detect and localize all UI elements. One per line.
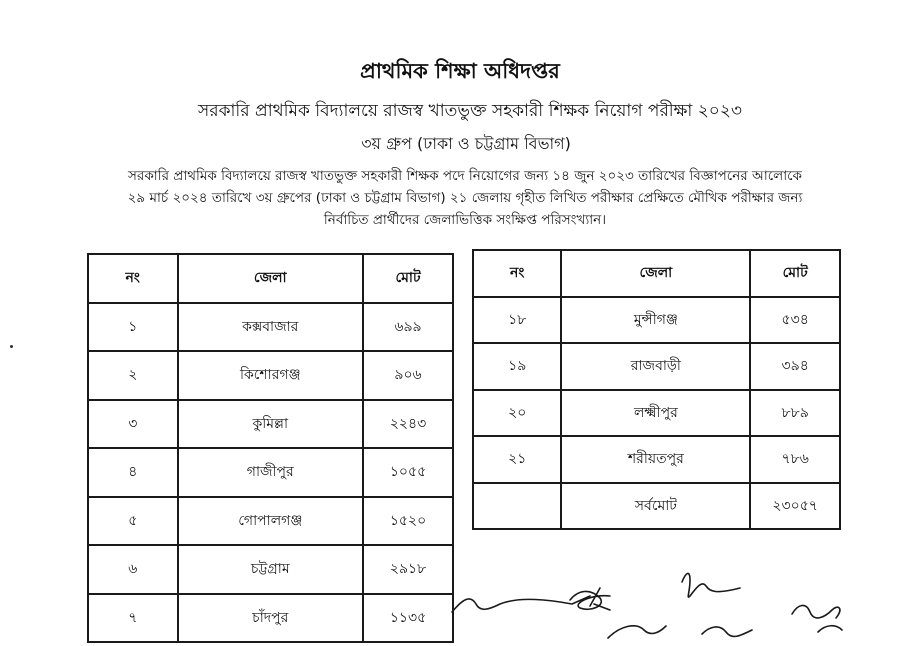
grand-total-value: ২৩০৫৭	[750, 483, 840, 530]
row-no: ৫	[88, 497, 178, 546]
notice-line-1: সরকারি প্রাথমিক বিদ্যালয়ে রাজস্ব খাতভুক্ত সহকারী শিক্ষক পদে নিয়োগের জন্য ১৪ জুন ২০২৩ তারিখের বিজ্ঞাপনের আলোকে	[128, 168, 802, 184]
row-no: ১৯	[473, 343, 561, 390]
signature-stroke-6	[702, 627, 752, 637]
row-no: ৬	[88, 545, 178, 594]
row-no: ২১	[473, 436, 561, 483]
row-district: মুন্সীগঞ্জ	[561, 297, 750, 344]
table-row	[88, 303, 453, 352]
row-district: গোপালগঞ্জ	[178, 497, 364, 546]
table-row	[88, 497, 453, 546]
district-table-right	[472, 249, 841, 530]
header-district: জেলা	[561, 250, 750, 297]
row-total: ৬৯৯	[363, 303, 453, 352]
signature-stroke-7	[792, 605, 840, 618]
handwritten-signatures	[440, 560, 920, 646]
table-row	[88, 545, 453, 594]
header-no: নং	[473, 250, 561, 297]
notice-line-3: নির্বাচিত প্রার্থীদের জেলাভিত্তিক সংক্ষিপ্ত পরিসংখ্যান।	[323, 212, 607, 228]
row-no: ৩	[88, 400, 178, 449]
table-row	[473, 343, 840, 390]
signature-stroke-8	[818, 626, 842, 632]
group-title: ৩য় গ্রুপ (ঢাকা ও চট্টগ্রাম বিভাগ)	[361, 134, 571, 153]
row-total: ৭৮৬	[750, 436, 840, 483]
row-no: ৪	[88, 448, 178, 497]
signature-stroke-1	[452, 596, 590, 612]
table-row	[88, 594, 453, 643]
row-total: ১৫২০	[363, 497, 453, 546]
row-district: লক্ষ্মীপুর	[561, 390, 750, 437]
row-total: ২৯১৮	[363, 545, 453, 594]
row-district: শরীয়তপুর	[561, 436, 750, 483]
row-no: ৭	[88, 594, 178, 643]
row-district: কুমিল্লা	[178, 400, 364, 449]
table-header-row	[473, 250, 840, 297]
office-title: প্রাথমিক শিক্ষা অধিদপ্তর	[360, 59, 560, 83]
row-district: চট্টগ্রাম	[178, 545, 364, 594]
row-no: ১	[88, 303, 178, 352]
header-district: জেলা	[178, 254, 364, 303]
table-row	[473, 390, 840, 437]
signature-stroke-4	[682, 573, 740, 597]
table-header-row	[88, 254, 453, 303]
district-table-left	[87, 253, 454, 643]
grand-total-label: সর্বমোট	[561, 483, 750, 530]
row-total: ৩৯৪	[750, 343, 840, 390]
row-total: ২২৪৩	[363, 400, 453, 449]
header-no: নং	[88, 254, 178, 303]
row-district: কিশোরগঞ্জ	[178, 351, 364, 400]
signature-stroke-5	[608, 626, 666, 638]
table-row	[473, 436, 840, 483]
row-no: ২০	[473, 390, 561, 437]
row-total: ১০৫৫	[363, 448, 453, 497]
exam-title: সরকারি প্রাথমিক বিদ্যালয়ে রাজস্ব খাতভুক্ত সহকারী শিক্ষক নিয়োগ পরীক্ষা ২০২৩	[198, 101, 742, 121]
row-total: ৫৩৪	[750, 297, 840, 344]
header-total: মোট	[750, 250, 840, 297]
row-district: চাঁদপুর	[178, 594, 364, 643]
notice-line-2: ২৯ মার্চ ২০২৪ তারিখে ৩য় গ্রুপের (ঢাকা ও চট্টগ্রাম বিভাগ) ২১ জেলায় গৃহীত লিখিত পরীক্ষার প্রেক্ষিতে মৌখিক পরীক্ষার জন্য	[127, 190, 803, 206]
row-district: কক্সবাজার	[178, 303, 364, 352]
grand-total-row	[473, 483, 840, 530]
row-total: ৮৮৯	[750, 390, 840, 437]
table-row	[88, 400, 453, 449]
table-row	[88, 351, 453, 400]
header-total: মোট	[363, 254, 453, 303]
row-total: ৯০৬	[363, 351, 453, 400]
notice-paragraph	[70, 165, 860, 231]
row-total: ১১৩৫	[363, 594, 453, 643]
row-no: ২	[88, 351, 178, 400]
table-row	[88, 448, 453, 497]
grand-total-empty-cell	[473, 483, 561, 530]
row-district: রাজবাড়ী	[561, 343, 750, 390]
row-no: ১৮	[473, 297, 561, 344]
table-row	[473, 297, 840, 344]
row-district: গাজীপুর	[178, 448, 364, 497]
stray-ink-dot	[10, 345, 13, 348]
